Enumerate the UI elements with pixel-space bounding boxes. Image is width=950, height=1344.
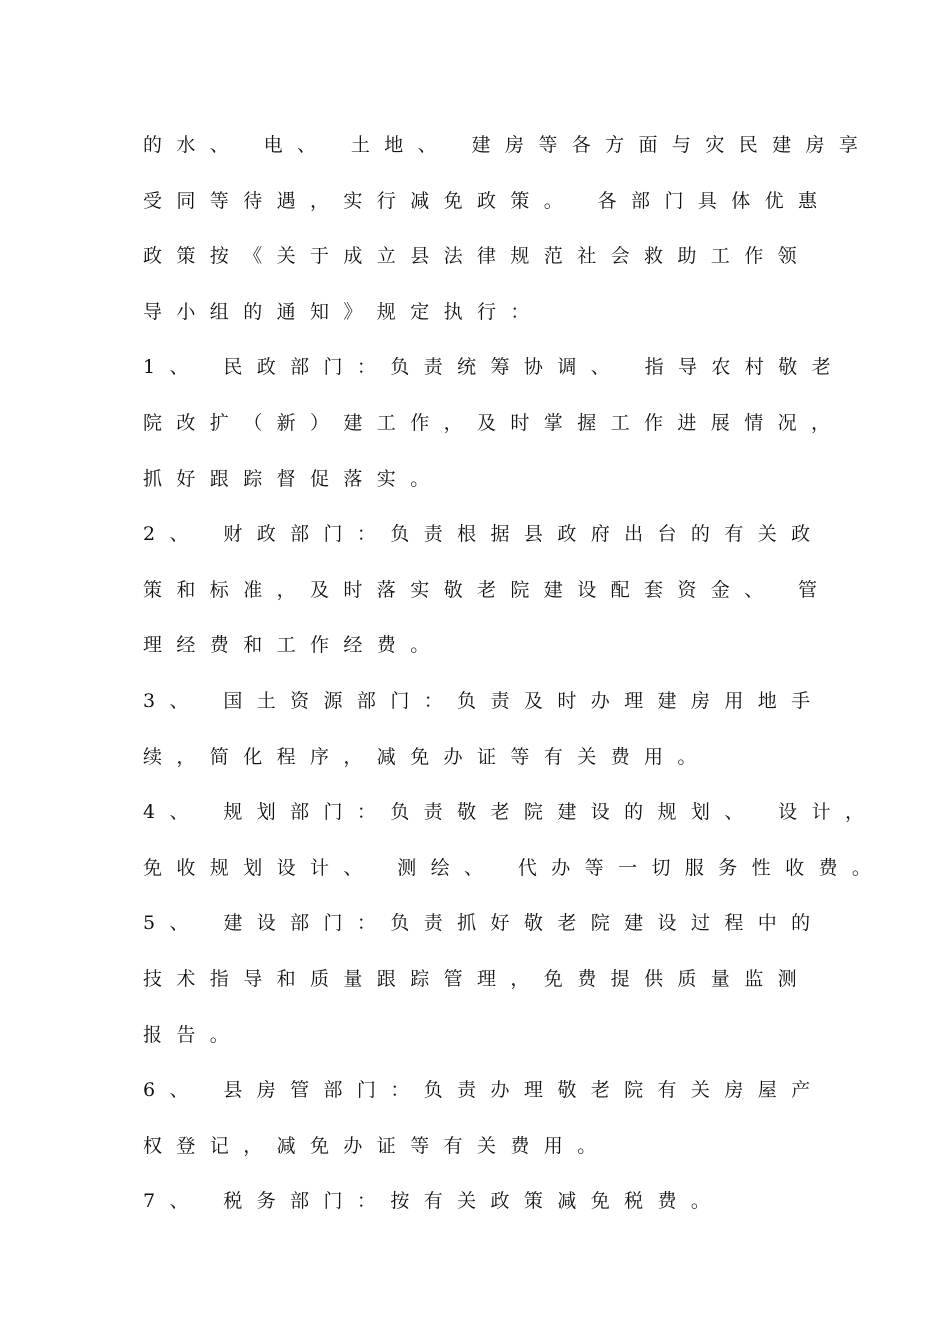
text-line: 策和标准，及时落实敬老院建设配套资金、 管 [143,578,832,601]
text-line: 受同等待遇，实行减免政策。 各部门具体优惠 [143,189,832,212]
text-line: 3、 国土资源部门：负责及时办理建房用地手 [143,689,825,712]
text-line: 抓好跟踪督促落实。 [143,467,444,490]
text-line: 导小组的通知》规定执行： [143,300,544,323]
text-line: 5、 建设部门：负责抓好敬老院建设过程中的 [143,912,825,935]
document-body [143,127,886,1239]
text-line: 理经费和工作经费。 [143,634,444,657]
text-line: 报告。 [143,1023,244,1046]
text-line: 院改扩（新）建工作，及时掌握工作进展情况， [143,411,845,434]
text-line: 4、 规划部门：负责敬老院建设的规划、 设计， [143,801,879,824]
text-line: 1、 民政部门：负责统筹协调、 指导农村敬老 [143,356,845,379]
text-line: 2、 财政部门：负责根据县政府出台的有关政 [143,523,825,546]
text-line: 7、 税务部门：按有关政策减免税费。 [143,1190,725,1213]
text-line: 政策按《关于成立县法律规范社会救助工作领 [143,245,812,268]
text-line: 免收规划设计、 测绘、 代办等一切服务性收费。 [143,856,886,879]
text-line: 技术指导和质量跟踪管理，免费提供质量监测 [143,967,812,990]
text-line: 续，简化程序，减免办证等有关费用。 [143,745,711,768]
text-line: 的水、 电、 土地、 建房等各方面与灾民建房享 [143,134,873,156]
text-line: 权登记，减免办证等有关费用。 [143,1134,611,1157]
text-line: 6、 县房管部门：负责办理敬老院有关房屋产 [143,1079,825,1102]
